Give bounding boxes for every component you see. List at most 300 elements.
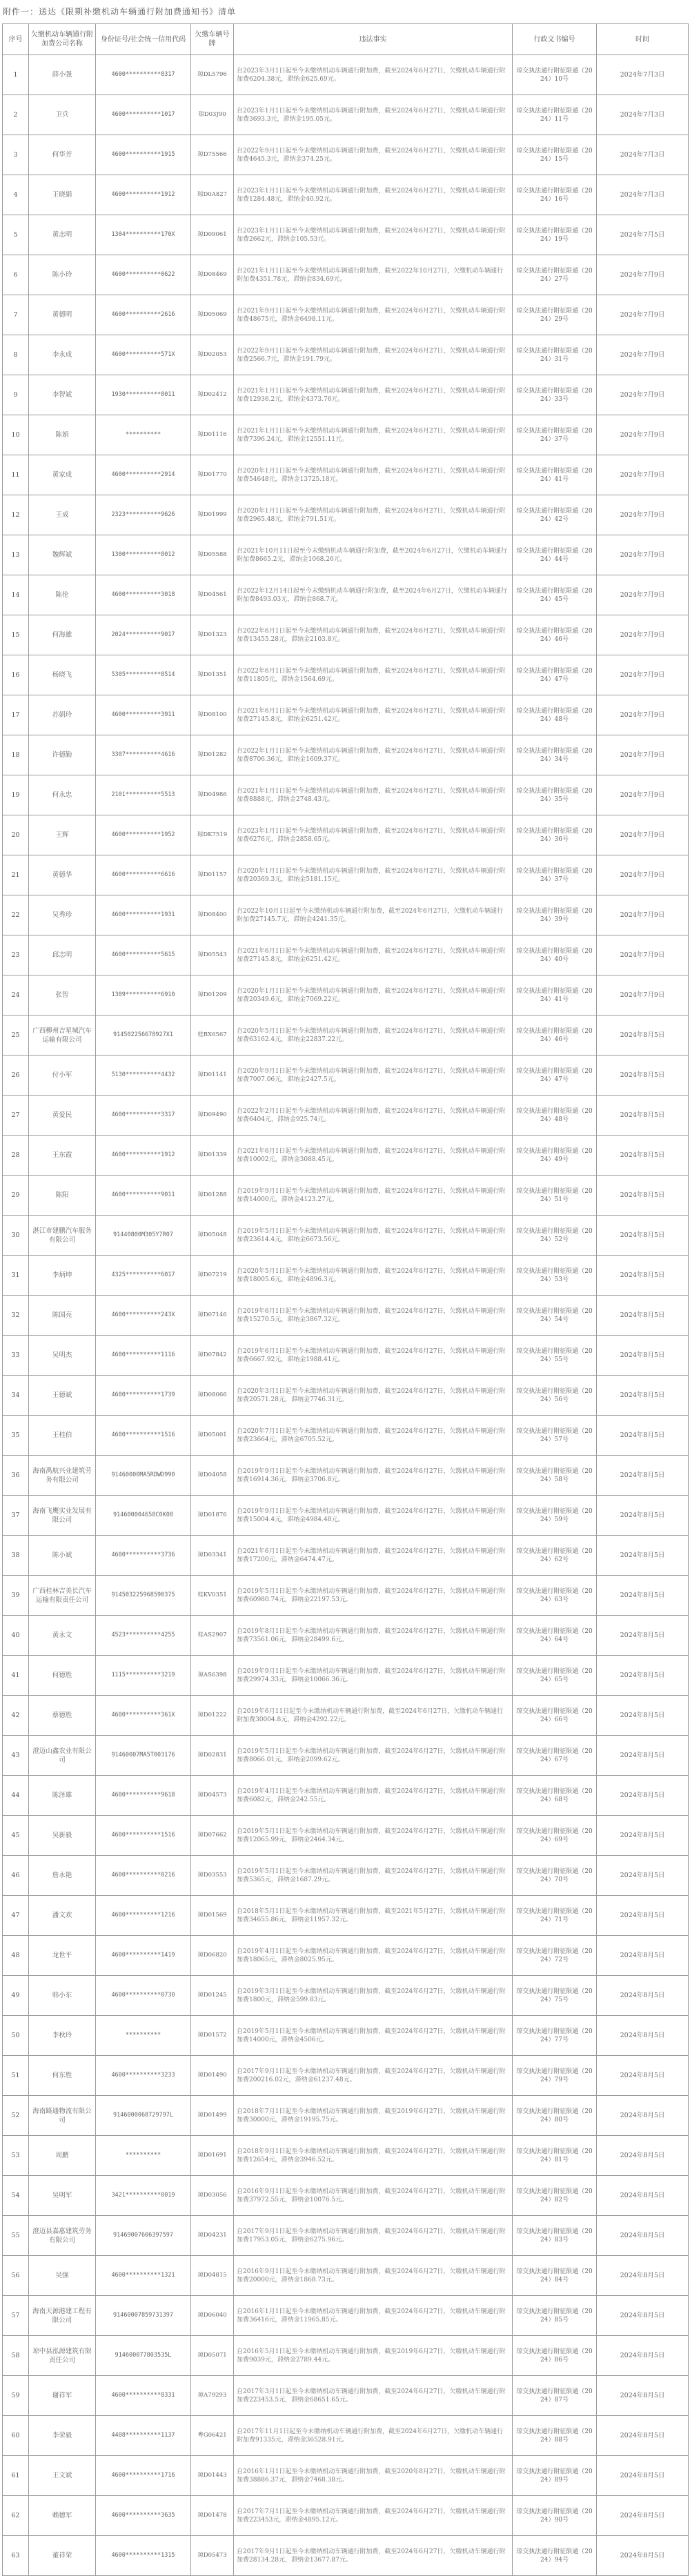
notice-date: 2024年7月3日	[597, 95, 689, 135]
id-number: 4600**********8331	[96, 2376, 191, 2416]
violation-fact: 自2019年9月1日起至今未缴纳机动车辆通行附加费，截至2024年6月27日，欠缴机动车辆通行附加费16914.36元，滞纳金3706.8元。	[234, 1456, 513, 1496]
notice-date: 2024年7月9日	[597, 295, 689, 335]
row-number: 48	[3, 1936, 29, 1976]
violation-fact: 自2021年6月1日起至今未缴纳机动车辆通行附加费，截至2024年6月27日，欠缴机动车辆通行附加费27145.8元，滞纳金6251.42元。	[234, 695, 513, 735]
violation-fact: 自2020年3月1日起至今未缴纳机动车辆通行附加费，截至2024年6月27日，欠缴机动车辆通行附加费20571.28元，滞纳金7746.31元。	[234, 1376, 513, 1416]
owner-name: 卫兵	[29, 95, 96, 135]
header-id: 身份证号/社会统一信用代码	[96, 24, 191, 55]
notice-date: 2024年8月5日	[597, 1696, 689, 1736]
table-row	[3, 895, 689, 935]
document-number: 琼交执法通行附征限通（2024）39号	[513, 895, 597, 935]
table-row	[3, 1136, 689, 1176]
document-number: 琼交执法通行附征限通（2024）55号	[513, 1336, 597, 1376]
row-number: 46	[3, 1856, 29, 1896]
notice-date: 2024年8月5日	[597, 1015, 689, 1056]
notice-date: 2024年7月9日	[597, 775, 689, 815]
violation-fact: 自2016年1月1日起至今未缴纳机动车辆通行附加费，截至2020年8月27日，欠缴机动车辆通行附加费38886.37元，滞纳金7468.38元。	[234, 2456, 513, 2496]
owner-name: 王文斌	[29, 2456, 96, 2496]
table-row	[3, 2136, 689, 2176]
document-number: 琼交执法通行附征限通（2024）51号	[513, 1176, 597, 1216]
violation-fact: 自2019年4月1日起至今未缴纳机动车辆通行附加费，截至2024年6月27日，欠缴机动车辆通行附加费6082元，滞纳金242.55元。	[234, 1776, 513, 1816]
row-number: 52	[3, 2096, 29, 2136]
document-number: 琼交执法通行附征限通（2024）52号	[513, 1216, 597, 1256]
violation-fact: 自2018年9月1日起至今未缴纳机动车辆通行附加费，截至2024年6月27日，欠缴机动车辆通行附加费12654元，滞纳金3946.52元。	[234, 2136, 513, 2176]
row-number: 42	[3, 1696, 29, 1736]
header-docno: 行政文书编号	[513, 24, 597, 55]
violation-fact: 自2016年9月1日起至今未缴纳机动车辆通行附加费，截至2024年6月27日，欠缴机动车辆通行附加费37972.55元，滞纳金10076.5元。	[234, 2176, 513, 2216]
id-number: 4600**********1716	[96, 2456, 191, 2496]
notice-date: 2024年8月5日	[597, 2296, 689, 2336]
id-number: 4600**********0216	[96, 1856, 191, 1896]
notice-date: 2024年8月5日	[597, 2256, 689, 2296]
owner-name: 湛江市建鹏汽车服务有限公司	[29, 1216, 96, 1256]
document-number: 琼交执法通行附征限通（2024）94号	[513, 2536, 597, 2576]
table-row	[3, 1536, 689, 1576]
notice-date: 2024年7月9日	[597, 815, 689, 855]
notice-date: 2024年8月5日	[597, 2496, 689, 2536]
id-number: 91450225667892​7X1	[96, 1015, 191, 1056]
table-row	[3, 175, 689, 215]
id-number: 4600**********2914	[96, 455, 191, 495]
violation-fact: 自2019年5月1日起至今未缴纳机动车辆通行附加费，截至2024年6月27日，欠缴机动车辆通行附加费8066.01元，滞纳金2099.62元。	[234, 1736, 513, 1776]
table-row	[3, 2296, 689, 2336]
violation-fact: 自2021年1月1日起至今未缴纳机动车辆通行附加费，截至2024年6月27日，欠缴机动车辆通行附加费7396.24元，滞纳金12551.11元。	[234, 415, 513, 455]
row-number: 5	[3, 215, 29, 255]
id-number: 4600**********2616	[96, 295, 191, 335]
owner-name: 谢祥军	[29, 2376, 96, 2416]
id-number: 4600**********3233	[96, 2056, 191, 2096]
document-number: 琼交执法通行附征限通（2024）46号	[513, 1015, 597, 1056]
table-row	[3, 815, 689, 855]
id-number: 4523**********4255	[96, 1616, 191, 1656]
row-number: 28	[3, 1136, 29, 1176]
id-number: 2101**********5513	[96, 775, 191, 815]
notice-date: 2024年8月5日	[597, 1136, 689, 1176]
owner-name: 李智斌	[29, 375, 96, 415]
owner-name: 吴强	[29, 2256, 96, 2296]
notice-date: 2024年7月9日	[597, 415, 689, 455]
document-number: 琼交执法通行附征限通（2024）69号	[513, 1816, 597, 1856]
id-number: 4600**********3317	[96, 1096, 191, 1136]
row-number: 37	[3, 1496, 29, 1536]
plate-number: 琼D01876	[191, 1496, 234, 1536]
table-row	[3, 2536, 689, 2576]
owner-name: 黄德明	[29, 295, 96, 335]
plate-number: 琼D05588	[191, 535, 234, 575]
table-row	[3, 295, 689, 335]
table-row	[3, 95, 689, 135]
owner-name: 陈泽雄	[29, 1776, 96, 1816]
document-number: 琼交执法通行附征限通（2024）29号	[513, 295, 597, 335]
plate-number: 琼D08100	[191, 695, 234, 735]
owner-name: 杨晓飞	[29, 655, 96, 695]
row-number: 34	[3, 1376, 29, 1416]
notice-date: 2024年7月9日	[597, 495, 689, 535]
row-number: 8	[3, 335, 29, 375]
document-number: 琼交执法通行附征限通（2024）33号	[513, 375, 597, 415]
plate-number: 桂AS2907	[191, 1616, 234, 1656]
violation-fact: 自2019年6月1日起至今未缴纳机动车辆通行附加费，截至2024年6月27日，欠缴机动车辆通行附加费15270.5元，滞纳金3867.32元。	[234, 1296, 513, 1336]
violation-fact: 自2021年6月1日起至今未缴纳机动车辆通行附加费，截至2024年6月27日，欠缴机动车辆通行附加费10002元，滞纳金3088.45元。	[234, 1136, 513, 1176]
violation-fact: 自2021年10月11日起至今未缴纳机动车辆通行附加费，截至2024年6月27日，欠缴机动车辆通行附加费8665.2元，滞纳金1068.26元。	[234, 535, 513, 575]
plate-number: 桂BX6567	[191, 1015, 234, 1056]
notice-date: 2024年7月3日	[597, 135, 689, 175]
plate-number: 琼D01490	[191, 2056, 234, 2096]
owner-name: 澄迈山鑫农业有限公司	[29, 1736, 96, 1776]
table-row	[3, 655, 689, 695]
table-row	[3, 1456, 689, 1496]
id-number: 91469007606397597	[96, 2216, 191, 2256]
document-number: 琼交执法通行附征限通（2024）82号	[513, 2176, 597, 2216]
id-number: 4408**********1137	[96, 2416, 191, 2456]
owner-name: 李炳坤	[29, 1256, 96, 1296]
row-number: 40	[3, 1616, 29, 1656]
document-number: 琼交执法通行附征限通（2024）35号	[513, 775, 597, 815]
violation-fact: 自2020年9月1日起至今未缴纳机动车辆通行附加费，截至2024年6月27日，欠缴机动车辆通行附加费7007.06元，滞纳金2427.5元。	[234, 1056, 513, 1096]
owner-name: 龙世平	[29, 1936, 96, 1976]
row-number: 62	[3, 2496, 29, 2536]
violation-fact: 自2022年2月1日起至今未缴纳机动车辆通行附加费，截至2024年6月27日，欠缴机动车辆通行附加费6404元，滞纳金925.74元。	[234, 1096, 513, 1136]
id-number: 1304**********170X	[96, 215, 191, 255]
table-row	[3, 1216, 689, 1256]
plate-number: 琼D01691	[191, 2136, 234, 2176]
row-number: 51	[3, 2056, 29, 2096]
id-number: 91440800M305Y7R07	[96, 1216, 191, 1256]
table-row	[3, 735, 689, 775]
plate-number: 琼D07219	[191, 1256, 234, 1296]
id-number: 4600**********5615	[96, 935, 191, 975]
plate-number: 琼D02053	[191, 335, 234, 375]
document-number: 琼交执法通行附征限通（2024）56号	[513, 1376, 597, 1416]
table-row	[3, 255, 689, 295]
id-number: 4600**********1516	[96, 1816, 191, 1856]
owner-name: 广西柳州吉星城汽车运输有限公司	[29, 1015, 96, 1056]
owner-name: 王成	[29, 495, 96, 535]
row-number: 23	[3, 935, 29, 975]
violation-fact: 自2022年9月1日起至今未缴纳机动车辆通行附加费，截至2024年6月27日，欠缴机动车辆通行附加费4645.3元，滞纳金374.25元。	[234, 135, 513, 175]
row-number: 35	[3, 1416, 29, 1456]
plate-number: 粤G06421	[191, 2416, 234, 2456]
document-number: 琼交执法通行附征限通（2024）49号	[513, 1136, 597, 1176]
row-number: 24	[3, 975, 29, 1015]
notice-date: 2024年7月9日	[597, 975, 689, 1015]
row-number: 9	[3, 375, 29, 415]
violation-fact: 自2021年1月1日起至今未缴纳机动车辆通行附加费，截至2022年10月27日，欠缴机动车辆通行附加费4351.78元，滞纳金834.69元。	[234, 255, 513, 295]
violation-fact: 自2017年7月1日起至今未缴纳机动车辆通行附加费，截至2024年6月27日，欠缴机动车辆通行附加费223453元，滞纳金4895.12元。	[234, 2496, 513, 2536]
header-plate: 欠缴车辆号牌	[191, 24, 234, 55]
owner-name: 张智	[29, 975, 96, 1015]
plate-number: 琼DL5796	[191, 55, 234, 95]
plate-number: 琼D07842	[191, 1336, 234, 1376]
document-number: 琼交执法通行附征限通（2024）31号	[513, 335, 597, 375]
owner-name: 何永忠	[29, 775, 96, 815]
notice-date: 2024年8月5日	[597, 2176, 689, 2216]
table-row	[3, 1015, 689, 1056]
notice-date: 2024年8月5日	[597, 1656, 689, 1696]
row-number: 25	[3, 1015, 29, 1056]
plate-number: 琼D01222	[191, 1696, 234, 1736]
id-number: 4600**********1116	[96, 1336, 191, 1376]
document-number: 琼交执法通行附征限通（2024）84号	[513, 2256, 597, 2296]
id-number: 4600**********9011	[96, 1176, 191, 1216]
plate-number: 琼D01157	[191, 855, 234, 895]
plate-number: 琼A79293	[191, 2376, 234, 2416]
document-number: 琼交执法通行附征限通（2024）44号	[513, 535, 597, 575]
owner-name: 吴明军	[29, 2176, 96, 2216]
table-row	[3, 1096, 689, 1136]
plate-number: 琼D01245	[191, 1976, 234, 2016]
notice-date: 2024年8月5日	[597, 2336, 689, 2376]
row-number: 11	[3, 455, 29, 495]
document-number: 琼交执法通行附征限通（2024）37号	[513, 415, 597, 455]
violation-fact: 自2019年5月1日起至今未缴纳机动车辆通行附加费，截至2024年6月27日，欠缴机动车辆通行附加费23614.4元，滞纳金6673.56元。	[234, 1216, 513, 1256]
notice-date: 2024年8月5日	[597, 1576, 689, 1616]
notice-date: 2024年8月5日	[597, 1816, 689, 1856]
table-row	[3, 1296, 689, 1336]
row-number: 45	[3, 1816, 29, 1856]
violation-fact: 自2020年1月1日起至今未缴纳机动车辆通行附加费，截至2024年6月27日，欠缴机动车辆通行附加费20349.6元，滞纳金7069.22元。	[234, 975, 513, 1015]
owner-name: 何东胜	[29, 2056, 96, 2096]
owner-name: 王桂伯	[29, 1416, 96, 1456]
notice-date: 2024年8月5日	[597, 2416, 689, 2456]
document-number: 琼交执法通行附征限通（2024）53号	[513, 1256, 597, 1296]
plate-number: 琼D01323	[191, 615, 234, 655]
notice-date: 2024年7月9日	[597, 615, 689, 655]
violation-fact: 自2019年8月1日起至今未缴纳机动车辆通行附加费，截至2024年6月27日，欠缴机动车辆通行附加费73561.06元，滞纳金28499.6元。	[234, 1616, 513, 1656]
document-number: 琼交执法通行附征限通（2024）36号	[513, 815, 597, 855]
plate-number: 琼AS6398	[191, 1656, 234, 1696]
table-row	[3, 1336, 689, 1376]
plate-number: 琼DK7519	[191, 815, 234, 855]
table-row	[3, 535, 689, 575]
plate-number: 琼D05001	[191, 1416, 234, 1456]
id-number: 4600**********3736	[96, 1536, 191, 1576]
violation-fact: 自2019年9月1日起至今未缴纳机动车辆通行附加费，截至2024年6月27日，欠缴机动车辆通行附加费15004.4元，滞纳金4984.48元。	[234, 1496, 513, 1536]
row-number: 49	[3, 1976, 29, 2016]
plate-number: 琼D03553	[191, 1856, 234, 1896]
violation-fact: 自2020年1月1日起至今未缴纳机动车辆通行附加费，截至2024年6月27日，欠缴机动车辆通行附加费2965.48元，滞纳金791.51元。	[234, 495, 513, 535]
notice-date: 2024年8月5日	[597, 2056, 689, 2096]
plate-number: 琼D05069	[191, 295, 234, 335]
id-number: 914600004658C0K08	[96, 1496, 191, 1536]
violation-fact: 自2022年1月1日起至今未缴纳机动车辆通行附加费，截至2024年6月27日，欠缴机动车辆通行附加费8706.36元，滞纳金1609.37元。	[234, 735, 513, 775]
row-number: 14	[3, 575, 29, 615]
table-row	[3, 2336, 689, 2376]
owner-name: 黄永文	[29, 1616, 96, 1656]
notice-date: 2024年7月9日	[597, 375, 689, 415]
violation-fact: 自2018年5月1日起至今未缴纳机动车辆通行附加费，截至2021年5月27日，欠缴机动车辆通行附加费34655.86元，滞纳金11957.32元。	[234, 1896, 513, 1936]
violation-fact: 自2019年9月1日起至今未缴纳机动车辆通行附加费，截至2024年6月27日，欠缴机动车辆通行附加费29974.33元，滞纳金10066.36元。	[234, 1656, 513, 1696]
id-number: 4600**********571X	[96, 335, 191, 375]
owner-name: 邱志明	[29, 935, 96, 975]
id-number: 4600**********1739	[96, 1376, 191, 1416]
notice-date: 2024年8月5日	[597, 2096, 689, 2136]
owner-name: 李秋玲	[29, 2016, 96, 2056]
document-number: 琼交执法通行附征限通（2024）79号	[513, 2056, 597, 2096]
row-number: 2	[3, 95, 29, 135]
violation-fact: 自2019年5月1日起至今未缴纳机动车辆通行附加费，截至2024年6月27日，欠缴机动车辆通行附加费12065.99元，滞纳金2464.34元。	[234, 1816, 513, 1856]
header-no: 序号	[3, 24, 29, 55]
document-number: 琼交执法通行附征限通（2024）47号	[513, 1056, 597, 1096]
notice-date: 2024年7月3日	[597, 175, 689, 215]
owner-name: 何海雄	[29, 615, 96, 655]
row-number: 22	[3, 895, 29, 935]
table-row	[3, 2096, 689, 2136]
document-number: 琼交执法通行附征限通（2024）54号	[513, 1296, 597, 1336]
row-number: 57	[3, 2296, 29, 2336]
table-row	[3, 615, 689, 655]
violation-fact: 自2021年9月1日起至今未缴纳机动车辆通行附加费，截至2024年6月27日，欠缴机动车辆通行附加费48675元，滞纳金6498.11元。	[234, 295, 513, 335]
id-number: 91460007MA5T003176	[96, 1736, 191, 1776]
plate-number: 琼D05473	[191, 2536, 234, 2576]
document-number: 琼交执法通行附征限通（2024）87号	[513, 2376, 597, 2416]
table-row	[3, 455, 689, 495]
plate-number: 琼D02831	[191, 1736, 234, 1776]
violation-fact: 自2016年9月1日起至今未缴纳机动车辆通行附加费，截至2024年6月27日，欠缴机动车辆通行附加费20000元，滞纳金1868.73元。	[234, 2256, 513, 2296]
header-fact: 违法事实	[234, 24, 513, 55]
table-row	[3, 1856, 689, 1896]
table-row	[3, 1656, 689, 1696]
id-number: 1115**********3219	[96, 1656, 191, 1696]
id-number: 4600**********243X	[96, 1296, 191, 1336]
owner-name: 黄德华	[29, 855, 96, 895]
violation-fact: 自2020年7月1日起至今未缴纳机动车辆通行附加费，截至2024年6月27日，欠缴机动车辆通行附加费23664元，滞纳金6705.52元。	[234, 1416, 513, 1456]
owner-name: 黄爱民	[29, 1096, 96, 1136]
plate-number: 琼D01499	[191, 2096, 234, 2136]
notice-date: 2024年8月5日	[597, 2456, 689, 2496]
violation-fact: 自2019年9月1日起至今未缴纳机动车辆通行附加费，截至2024年6月27日，欠缴机动车辆通行附加费14000元，滞纳金4123.27元。	[234, 1176, 513, 1216]
notice-date: 2024年8月5日	[597, 2216, 689, 2256]
id-number: 3307**********4616	[96, 735, 191, 775]
owner-name: 澄迈县嘉惠建筑劳务有限公司	[29, 2216, 96, 2256]
violation-fact: 自2016年5月1日起至今未缴纳机动车辆通行附加费，截至2019年6月27日，欠缴机动车辆通行附加费9039元，滞纳金2789.44元。	[234, 2336, 513, 2376]
table-row	[3, 1816, 689, 1856]
document-number: 琼交执法通行附征限通（2024）48号	[513, 1096, 597, 1136]
row-number: 4	[3, 175, 29, 215]
row-number: 20	[3, 815, 29, 855]
document-number: 琼交执法通行附征限通（2024）65号	[513, 1656, 597, 1696]
id-number: 4600**********8317	[96, 55, 191, 95]
notice-date: 2024年7月9日	[597, 455, 689, 495]
table-row	[3, 2056, 689, 2096]
id-number: 4600**********1912	[96, 1136, 191, 1176]
notice-date: 2024年8月5日	[597, 1536, 689, 1576]
row-number: 16	[3, 655, 29, 695]
table-row	[3, 975, 689, 1015]
id-number: 1309**********6910	[96, 975, 191, 1015]
document-number: 琼交执法通行附征限通（2024）81号	[513, 2136, 597, 2176]
document-number: 琼交执法通行附征限通（2024）45号	[513, 575, 597, 615]
row-number: 43	[3, 1736, 29, 1776]
plate-number: 琼D07662	[191, 1816, 234, 1856]
id-number: 4600**********1017	[96, 95, 191, 135]
table-row	[3, 1576, 689, 1616]
table-row	[3, 575, 689, 615]
plate-number: 琼D01572	[191, 2016, 234, 2056]
document-number: 琼交执法通行附征限通（2024）68号	[513, 1776, 597, 1816]
table-row	[3, 55, 689, 95]
violation-fact: 自2022年6月1日起至今未缴纳机动车辆通行附加费，截至2024年6月27日，欠缴机动车辆通行附加费11805元，滞纳金1564.69元。	[234, 655, 513, 695]
owner-name: 海南路通物流有限公司	[29, 2096, 96, 2136]
table-row	[3, 1936, 689, 1976]
table-header-row	[3, 24, 689, 55]
violation-fact: 自2017年3月1日起至今未缴纳机动车辆通行附加费，截至2024年6月27日，欠缴机动车辆通行附加费223453.5元，滞纳金68651.65元。	[234, 2376, 513, 2416]
owner-name: 魏辉斌	[29, 535, 96, 575]
id-number: 5305**********8514	[96, 655, 191, 695]
row-number: 55	[3, 2216, 29, 2256]
plate-number: 琼D01351	[191, 655, 234, 695]
table-row	[3, 1616, 689, 1656]
row-number: 38	[3, 1536, 29, 1576]
id-number: 91460000MA5RDWD990	[96, 1456, 191, 1496]
document-number: 琼交执法通行附征限通（2024）66号	[513, 1696, 597, 1736]
plate-number: 琼D01999	[191, 495, 234, 535]
notice-date: 2024年7月3日	[597, 55, 689, 95]
document-number: 琼交执法通行附征限通（2024）11号	[513, 95, 597, 135]
owner-name: 黄家成	[29, 455, 96, 495]
violation-fact: 自2023年1月1日起至今未缴纳机动车辆通行附加费，截至2024年6月27日，欠缴机动车辆通行附加费2662元，滞纳金105.53元。	[234, 215, 513, 255]
violation-fact: 自2023年1月1日起至今未缴纳机动车辆通行附加费，截至2024年6月27日，欠缴机动车辆通行附加费6276元，滞纳金2858.65元。	[234, 815, 513, 855]
document-number: 琼交执法通行附征限通（2024）37号	[513, 855, 597, 895]
plate-number: 琼D01288	[191, 1176, 234, 1216]
row-number: 32	[3, 1296, 29, 1336]
owner-name: 海南飞鹰实业发展有限公司	[29, 1496, 96, 1536]
plate-number: 琼D04815	[191, 2256, 234, 2296]
plate-number: 琼D01770	[191, 455, 234, 495]
violation-fact: 自2019年6月11日起至今未缴纳机动车辆通行附加费，截至2024年6月27日，欠缴机动车辆通行附加费30004.8元，滞纳金4292.22元。	[234, 1696, 513, 1736]
id-number: 4600**********1952	[96, 815, 191, 855]
table-row	[3, 1056, 689, 1096]
row-number: 30	[3, 1216, 29, 1256]
document-number: 琼交执法通行附征限通（2024）63号	[513, 1576, 597, 1616]
violation-fact: 自2023年1月1日起至今未缴纳机动车辆通行附加费，截至2024年6月27日，欠缴机动车辆通行附加费3693.3元，滞纳金195.05元。	[234, 95, 513, 135]
row-number: 58	[3, 2336, 29, 2376]
id-number: 4600**********1321	[96, 2256, 191, 2296]
document-number: 琼交执法通行附征限通（2024）15号	[513, 135, 597, 175]
row-number: 61	[3, 2456, 29, 2496]
document-number: 琼交执法通行附征限通（2024）47号	[513, 655, 597, 695]
table-row	[3, 855, 689, 895]
notice-list-table	[2, 23, 689, 2576]
violation-fact: 自2020年5月1日起至今未缴纳机动车辆通行附加费，截至2024年6月27日，欠缴机动车辆通行附加费63162.4元，滞纳金22837.22元。	[234, 1015, 513, 1056]
table-row	[3, 2216, 689, 2256]
row-number: 54	[3, 2176, 29, 2216]
plate-number: 琼D04561	[191, 575, 234, 615]
id-number: 914600077803535L	[96, 2336, 191, 2376]
row-number: 36	[3, 1456, 29, 1496]
notice-date: 2024年8月5日	[597, 1496, 689, 1536]
owner-name: 潘文欢	[29, 1896, 96, 1936]
notice-date: 2024年8月5日	[597, 2016, 689, 2056]
owner-name: 蔡德胜	[29, 1696, 96, 1736]
plate-number: 琼D08066	[191, 1376, 234, 1416]
document-number: 琼交执法通行附征限通（2024）59号	[513, 1496, 597, 1536]
notice-date: 2024年7月5日	[597, 215, 689, 255]
owner-name: 广西桂林吉美长汽车运输有限责任公司	[29, 1576, 96, 1616]
id-number: 4600**********3018	[96, 575, 191, 615]
plate-number: 琼D04058	[191, 1456, 234, 1496]
violation-fact: 自2019年6月1日起至今未缴纳机动车辆通行附加费，截至2024年6月27日，欠缴机动车辆通行附加费6667.92元，滞纳金1988.41元。	[234, 1336, 513, 1376]
violation-fact: 自2017年9月1日起至今未缴纳机动车辆通行附加费，截至2024年6月27日，欠缴机动车辆通行附加费200216.02元，滞纳金61237.48元。	[234, 2056, 513, 2096]
owner-name: 周鹏	[29, 2136, 96, 2176]
owner-name: 王辉	[29, 815, 96, 855]
owner-name: 王东霞	[29, 1136, 96, 1176]
owner-name: 海南天源港建工程有限公司	[29, 2296, 96, 2336]
violation-fact: 自2022年9月1日起至今未缴纳机动车辆通行附加费，截至2024年6月27日，欠缴机动车辆通行附加费2566.7元，滞纳金191.79元。	[234, 335, 513, 375]
id-number: 4600**********361X	[96, 1696, 191, 1736]
owner-name: 吴明杰	[29, 1336, 96, 1376]
owner-name: 詹永艳	[29, 1856, 96, 1896]
